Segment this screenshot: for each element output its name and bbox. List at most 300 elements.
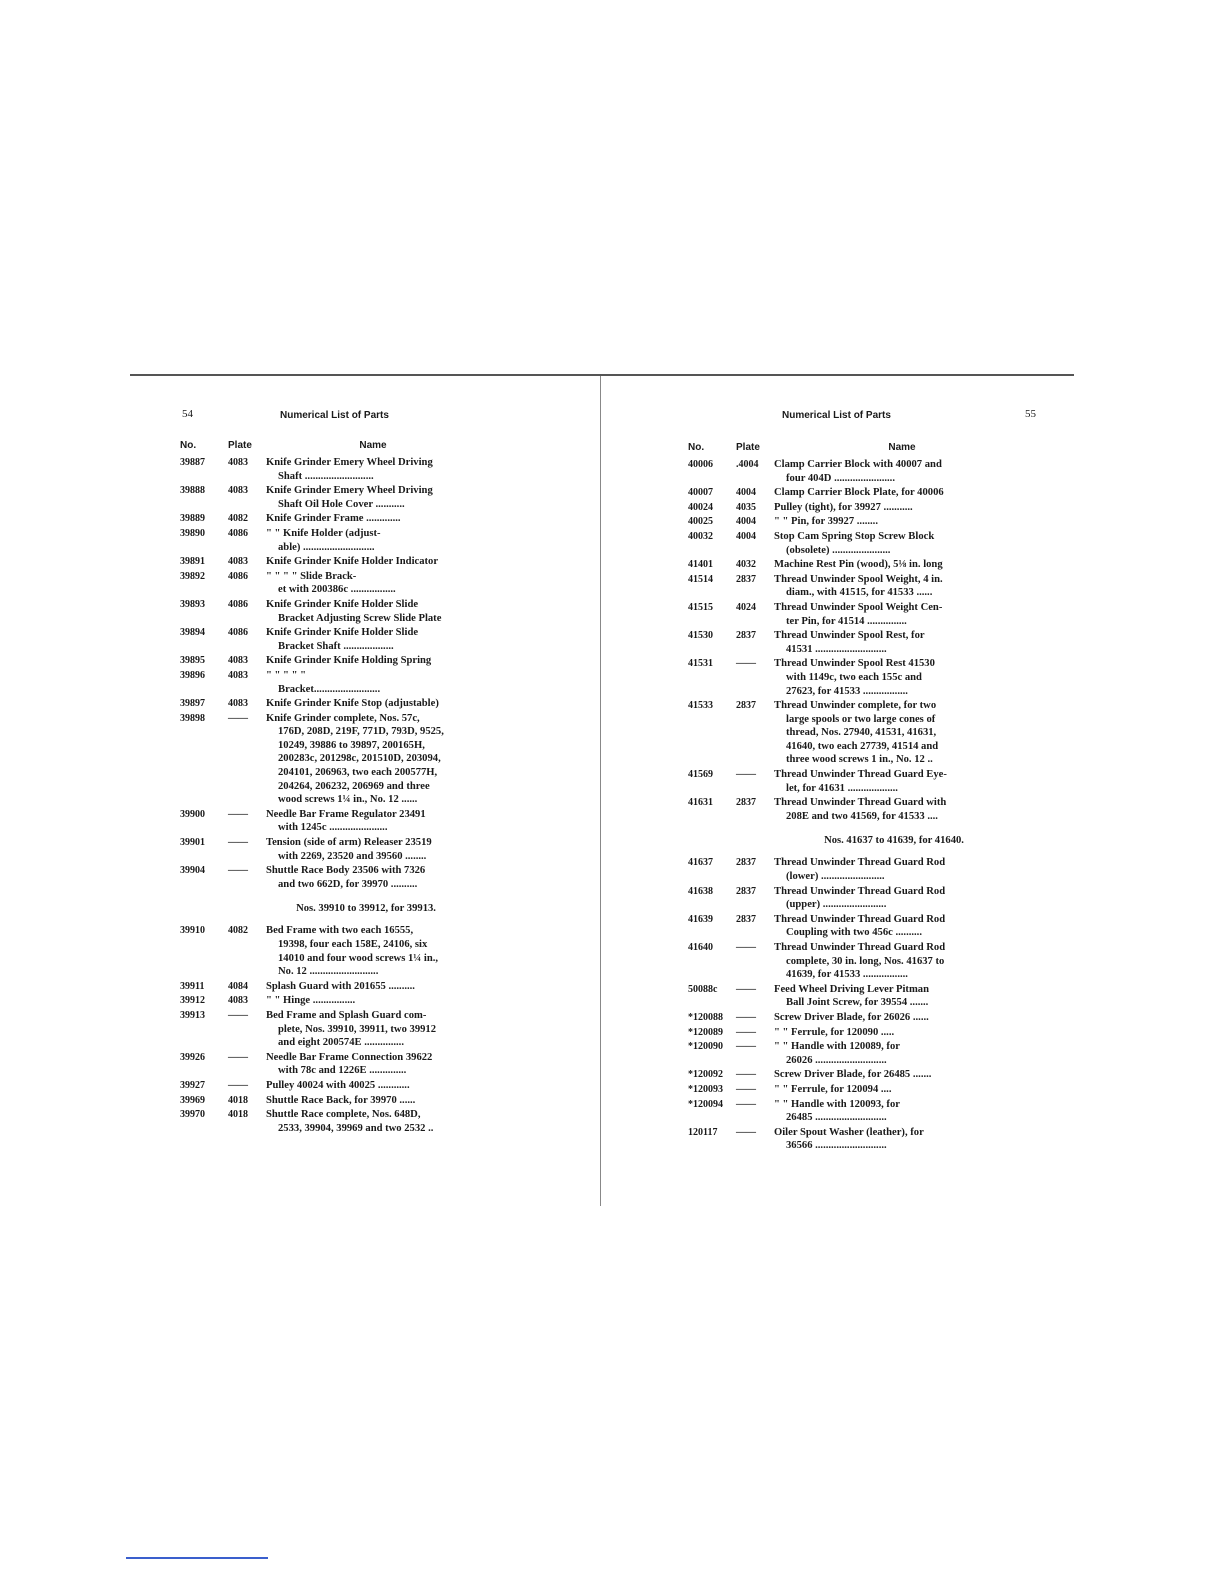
table-row	[688, 1011, 1030, 1025]
part-number: 39904	[180, 865, 205, 877]
part-name-line: thread, Nos. 27940, 41531, 41631,	[786, 727, 937, 739]
part-name	[266, 456, 482, 483]
part-name-line: 10249, 39886 to 39897, 200165H,	[278, 739, 425, 751]
part-name-line: large spools or two large cones of	[786, 713, 936, 725]
part-name-line: Knife Grinder Frame .............	[266, 513, 401, 525]
part-name	[266, 527, 482, 554]
table-row	[180, 456, 482, 483]
part-name-line: " " Handle with 120093, for	[774, 1098, 900, 1110]
part-number: 39895	[180, 655, 205, 667]
part-name-line: Needle Bar Frame Regulator 23491	[266, 808, 426, 820]
table-row	[688, 885, 1030, 912]
part-name	[266, 598, 482, 625]
part-name	[266, 924, 482, 978]
table-row	[688, 1026, 1030, 1040]
part-name-line: and eight 200574E ...............	[278, 1037, 404, 1049]
part-name	[266, 654, 482, 668]
plate-number: ——	[228, 808, 248, 820]
plate-number: 4086	[228, 570, 248, 582]
part-number: 41637	[688, 857, 713, 869]
plate-number: ——	[736, 1098, 756, 1110]
part-name	[266, 980, 482, 994]
part-name	[266, 697, 482, 711]
part-name	[266, 1051, 482, 1078]
plate-number: ——	[228, 1079, 248, 1091]
part-name-line: " " Ferrule, for 120094 ....	[774, 1083, 892, 1095]
part-name-line: Thread Unwinder Thread Guard Rod	[774, 913, 946, 925]
part-name-line: 41640, two each 27739, 41514 and	[786, 740, 939, 752]
part-name	[266, 712, 482, 807]
table-row	[180, 598, 482, 625]
part-name-line: Knife Grinder Knife Holder Slide	[266, 598, 419, 610]
part-name-line: 2533, 39904, 39969 and two 2532 ..	[278, 1122, 434, 1134]
plate-number: ——	[228, 837, 248, 849]
plate-number: 4086	[228, 598, 248, 610]
plate-number: ——	[736, 1069, 756, 1081]
left-page-number: 54	[182, 408, 193, 420]
part-name	[266, 484, 482, 511]
left-page-header	[180, 408, 482, 426]
part-name	[774, 458, 1030, 485]
part-name	[266, 570, 482, 597]
plate-number: ——	[736, 1041, 756, 1053]
part-name-line: with 78c and 1226E ..............	[278, 1065, 407, 1077]
plate-number: 4004	[736, 516, 756, 528]
plate-number: 4083	[228, 655, 248, 667]
plate-number: ——	[736, 1126, 756, 1138]
plate-number: 2837	[736, 885, 756, 897]
col-name: Name	[888, 442, 916, 453]
part-name-line: Pulley 40024 with 40025 ............	[266, 1079, 410, 1091]
right-parts-list	[688, 458, 1030, 823]
part-name-line: " " Handle with 120089, for	[774, 1041, 900, 1053]
part-name-line: complete, 30 in. long, Nos. 41637 to	[786, 955, 945, 967]
table-row	[688, 768, 1030, 795]
part-name-line: Knife Grinder Emery Wheel Driving	[266, 457, 433, 468]
table-row	[180, 1094, 482, 1108]
part-name-line: " " Hinge ................	[266, 995, 356, 1007]
part-number: 39887	[180, 457, 205, 468]
table-row	[180, 924, 482, 978]
table-row	[688, 458, 1030, 485]
page-gutter	[600, 376, 601, 1206]
part-name-line: Screw Driver Blade, for 26026 ......	[774, 1011, 929, 1023]
plate-number: 4083	[228, 485, 248, 497]
part-name	[774, 856, 1030, 883]
part-number: 41401	[688, 559, 713, 571]
plate-number: 4086	[228, 627, 248, 639]
plate-number: 4035	[736, 501, 756, 513]
part-name-line: Ball Joint Screw, for 39554 .......	[786, 997, 929, 1009]
part-number: 40007	[688, 487, 713, 499]
table-row	[688, 699, 1030, 767]
plate-number: ——	[736, 1026, 756, 1038]
part-name	[266, 626, 482, 653]
left-page	[180, 408, 482, 1136]
plate-number: 4018	[228, 1094, 248, 1106]
part-name	[774, 1068, 1030, 1082]
part-name	[774, 1026, 1030, 1040]
part-number: 39898	[180, 712, 205, 724]
table-row	[180, 484, 482, 511]
part-name-line: Shuttle Race Body 23506 with 7326	[266, 865, 426, 877]
part-name-line: and two 662D, for 39970 ..........	[278, 878, 418, 890]
right-section-note: Nos. 41637 to 41639, for 41640.	[824, 835, 964, 847]
part-name-line: Thread Unwinder Thread Guard Rod	[774, 885, 946, 897]
col-plate: Plate	[736, 442, 760, 453]
plate-number: 4032	[736, 559, 756, 571]
part-name-line: Shaft ..........................	[278, 470, 374, 482]
part-name-line: Thread Unwinder Thread Guard Eye-	[774, 769, 947, 781]
table-row	[180, 555, 482, 569]
part-name-line: with 1149c, two each 155c and	[786, 671, 922, 683]
part-name-line: 176D, 208D, 219F, 771D, 793D, 9525,	[278, 726, 444, 738]
part-name-line: Thread Unwinder Spool Weight Cen-	[774, 601, 943, 613]
part-name	[774, 885, 1030, 912]
part-number: 39926	[180, 1051, 205, 1063]
table-row	[180, 570, 482, 597]
table-row	[180, 697, 482, 711]
part-name	[774, 1040, 1030, 1067]
part-number: *120094	[688, 1098, 723, 1110]
part-name-line: 26485 ...........................	[786, 1112, 887, 1124]
part-name-line: Oiler Spout Washer (leather), for	[774, 1126, 924, 1138]
part-number: 39912	[180, 995, 205, 1007]
part-name-line: three wood screws 1 in., No. 12 ..	[786, 754, 933, 766]
part-name-line: No. 12 ..........................	[278, 966, 379, 978]
plate-number: ——	[736, 983, 756, 995]
part-name	[266, 864, 482, 891]
table-row	[180, 527, 482, 554]
plate-number: 4004	[736, 530, 756, 542]
part-name	[774, 1011, 1030, 1025]
plate-number: ——	[228, 865, 248, 877]
part-name-line: " " " " "	[266, 669, 307, 681]
part-number: 41631	[688, 797, 713, 809]
part-number: *120092	[688, 1069, 723, 1081]
part-number: 40025	[688, 516, 713, 528]
part-name-line: Coupling with two 456c ..........	[786, 927, 922, 939]
plate-number: ——	[228, 712, 248, 724]
part-name-line: Knife Grinder Knife Holder Slide	[266, 627, 419, 639]
table-row	[688, 629, 1030, 656]
part-name-line: Stop Cam Spring Stop Screw Block	[774, 530, 935, 542]
part-name-line: Feed Wheel Driving Lever Pitman	[774, 983, 929, 995]
table-row	[688, 486, 1030, 500]
part-name	[774, 699, 1030, 767]
part-name	[266, 1094, 482, 1108]
part-name	[774, 1098, 1030, 1125]
part-name-line: Shuttle Race complete, Nos. 648D,	[266, 1109, 421, 1121]
left-parts-list-2	[180, 924, 482, 1135]
plate-number: 2837	[736, 630, 756, 642]
part-name-line: 41531 ...........................	[786, 643, 887, 655]
part-name-line: Bracket Adjusting Screw Slide Plate	[278, 612, 442, 624]
part-name-line: 27623, for 41533 .................	[786, 685, 908, 697]
part-name	[266, 512, 482, 526]
part-number: 41530	[688, 630, 713, 642]
part-name-line: (lower) ........................	[786, 871, 885, 883]
part-name-line: Clamp Carrier Block Plate, for 40006	[774, 487, 944, 499]
left-page-title: Numerical List of Parts	[280, 410, 389, 421]
part-name-line: et with 200386c .................	[278, 584, 396, 596]
part-name-line: ter Pin, for 41514 ...............	[786, 615, 907, 627]
part-number: *120093	[688, 1083, 723, 1095]
part-name	[774, 913, 1030, 940]
plate-number: 4082	[228, 925, 248, 937]
part-name	[774, 768, 1030, 795]
part-number: *120089	[688, 1026, 723, 1038]
plate-number: 4004	[736, 487, 756, 499]
part-name-line: Needle Bar Frame Connection 39622	[266, 1051, 433, 1063]
table-row	[180, 1051, 482, 1078]
part-name-line: 204264, 206232, 206969 and three	[278, 780, 430, 792]
table-row	[180, 808, 482, 835]
part-number: 39892	[180, 570, 205, 582]
part-number: 39900	[180, 808, 205, 820]
left-parts-list	[180, 456, 482, 891]
table-row	[688, 558, 1030, 572]
part-name	[266, 669, 482, 696]
part-name-line: Knife Grinder Knife Stop (adjustable)	[266, 698, 439, 710]
part-name	[774, 1083, 1030, 1097]
table-row	[180, 669, 482, 696]
part-number: 39893	[180, 598, 205, 610]
part-name	[266, 1108, 482, 1135]
part-number: 39910	[180, 925, 205, 937]
part-name-line: Splash Guard with 201655 ..........	[266, 980, 415, 992]
table-row	[688, 1098, 1030, 1125]
part-name-line: 208E and two 41569, for 41533 ....	[786, 810, 938, 822]
part-number: 41531	[688, 658, 713, 670]
table-row	[180, 864, 482, 891]
plate-number: 2837	[736, 857, 756, 869]
part-name-line: diam., with 41515, for 41533 ......	[786, 587, 933, 599]
right-page	[688, 408, 1036, 1154]
part-name	[266, 1079, 482, 1093]
part-number: 39927	[180, 1079, 205, 1091]
part-name-line: with 1245c ......................	[278, 822, 388, 834]
part-name-line: " " " " Slide Brack-	[266, 570, 357, 582]
plate-number: 4083	[228, 457, 248, 468]
part-number: 39913	[180, 1009, 205, 1021]
part-name-line: Machine Rest Pin (wood), 5⅛ in. long	[774, 559, 943, 571]
part-name	[266, 1009, 482, 1050]
table-row	[688, 913, 1030, 940]
part-name	[774, 983, 1030, 1010]
part-number: *120088	[688, 1011, 723, 1023]
part-name-line: Knife Grinder Knife Holding Spring	[266, 655, 432, 667]
table-row	[180, 1009, 482, 1050]
part-name-line: Thread Unwinder Thread Guard with	[774, 797, 947, 809]
part-name	[774, 601, 1030, 628]
part-name-line: Tension (side of arm) Releaser 23519	[266, 837, 432, 849]
table-row	[688, 941, 1030, 982]
part-name-line: let, for 41631 ...................	[786, 782, 898, 794]
part-name	[266, 555, 482, 569]
plate-number: 4024	[736, 601, 756, 613]
part-name-line: Thread Unwinder Spool Weight, 4 in.	[774, 573, 943, 585]
part-name	[774, 941, 1030, 982]
part-number: 39970	[180, 1109, 205, 1121]
part-name	[774, 1126, 1030, 1153]
right-page-title: Numerical List of Parts	[782, 410, 891, 421]
table-row	[688, 796, 1030, 823]
plate-number: ——	[736, 658, 756, 670]
plate-number: ——	[736, 1083, 756, 1095]
part-number: 41533	[688, 700, 713, 712]
table-row	[180, 712, 482, 807]
plate-number: ——	[228, 1051, 248, 1063]
part-name-line: Shaft Oil Hole Cover ...........	[278, 498, 405, 510]
table-row	[688, 983, 1030, 1010]
plate-number: .4004	[736, 459, 759, 470]
part-number: 40032	[688, 530, 713, 542]
part-name-line: Thread Unwinder Spool Rest, for	[774, 630, 925, 642]
part-number: 39969	[180, 1094, 205, 1106]
right-parts-list-2	[688, 856, 1030, 1152]
plate-number: 2837	[736, 797, 756, 809]
plate-number: 2837	[736, 573, 756, 585]
bottom-link-underline	[126, 1557, 268, 1559]
part-name	[266, 994, 482, 1008]
part-name	[266, 808, 482, 835]
part-name	[774, 657, 1030, 698]
table-row	[688, 530, 1030, 557]
table-row	[688, 501, 1030, 515]
col-no: No.	[688, 442, 705, 453]
part-name-line: Bed Frame with two each 16555,	[266, 925, 414, 937]
table-row	[688, 1068, 1030, 1082]
part-name	[266, 836, 482, 863]
part-name	[774, 486, 1030, 500]
part-name-line: Knife Grinder complete, Nos. 57c,	[266, 712, 420, 724]
plate-number: 4083	[228, 698, 248, 710]
part-number: 41639	[688, 913, 713, 925]
table-row	[688, 1126, 1030, 1153]
table-row	[688, 1040, 1030, 1067]
part-name-line: Screw Driver Blade, for 26485 .......	[774, 1069, 932, 1081]
part-number: 50088c	[688, 983, 718, 995]
table-row	[180, 626, 482, 653]
part-number: 41638	[688, 885, 713, 897]
part-number: 39889	[180, 513, 205, 525]
part-name-line: Clamp Carrier Block with 40007 and	[774, 459, 942, 470]
plate-number: ——	[228, 1009, 248, 1021]
table-row	[688, 573, 1030, 600]
part-name	[774, 501, 1030, 515]
part-name-line: (obsolete) ......................	[786, 544, 891, 556]
part-name-line: Bed Frame and Splash Guard com-	[266, 1009, 427, 1021]
part-name	[774, 573, 1030, 600]
table-row	[688, 515, 1030, 529]
part-name-line: Pulley (tight), for 39927 ...........	[774, 501, 913, 513]
plate-number: 4086	[228, 527, 248, 539]
plate-number: 2837	[736, 700, 756, 712]
part-number: 120117	[688, 1126, 718, 1138]
left-column-headers	[180, 440, 482, 456]
part-number: 41514	[688, 573, 713, 585]
col-name: Name	[359, 440, 387, 451]
part-name-line: Bracket.........................	[278, 683, 381, 695]
part-name-line: able) ...........................	[278, 541, 375, 553]
part-name-line: Thread Unwinder Spool Rest 41530	[774, 658, 935, 670]
table-row	[180, 1108, 482, 1135]
plate-number: 4084	[228, 980, 248, 992]
part-name	[774, 796, 1030, 823]
part-name-line: 14010 and four wood screws 1¼ in.,	[278, 952, 439, 964]
top-rule	[130, 374, 1074, 376]
table-row	[688, 657, 1030, 698]
table-row	[180, 980, 482, 994]
right-page-header	[688, 408, 1036, 426]
right-page-number: 55	[1025, 408, 1036, 420]
plate-number: 4083	[228, 556, 248, 568]
part-name-line: with 2269, 23520 and 39560 ........	[278, 850, 427, 862]
plate-number: 4082	[228, 513, 248, 525]
part-number: 39891	[180, 556, 205, 568]
part-number: 39911	[180, 980, 205, 992]
part-name-line: Bracket Shaft ...................	[278, 640, 394, 652]
part-name-line: (upper) ........................	[786, 899, 887, 911]
table-row	[688, 1083, 1030, 1097]
part-name	[774, 629, 1030, 656]
part-name-line: 41639, for 41533 .................	[786, 969, 908, 981]
plate-number: 2837	[736, 913, 756, 925]
part-name-line: " " Knife Holder (adjust-	[266, 527, 381, 539]
part-number: 40024	[688, 501, 713, 513]
part-number: 39888	[180, 485, 205, 497]
right-column-headers	[688, 442, 1030, 458]
part-number: 39894	[180, 627, 205, 639]
part-name-line: four 404D .......................	[786, 472, 895, 484]
table-row	[688, 856, 1030, 883]
plate-number: 4018	[228, 1109, 248, 1121]
part-name-line: 19398, four each 158E, 24106, six	[278, 939, 428, 950]
part-name	[774, 515, 1030, 529]
plate-number: 4083	[228, 995, 248, 1007]
part-name-line: Thread Unwinder Thread Guard Rod	[774, 942, 946, 953]
part-name-line: Thread Unwinder complete, for two	[774, 700, 937, 712]
table-row	[180, 654, 482, 668]
part-number: 39896	[180, 669, 205, 681]
part-name-line: Thread Unwinder Thread Guard Rod	[774, 857, 946, 869]
plate-number: 4083	[228, 669, 248, 681]
part-name-line: " " Ferrule, for 120090 .....	[774, 1026, 895, 1038]
left-section-note: Nos. 39910 to 39912, for 39913.	[296, 903, 436, 915]
plate-number: ——	[736, 769, 756, 781]
part-name-line: " " Pin, for 39927 ........	[774, 516, 878, 528]
table-row	[180, 836, 482, 863]
part-number: *120090	[688, 1041, 723, 1053]
part-name-line: plete, Nos. 39910, 39911, two 39912	[278, 1023, 437, 1035]
table-row	[180, 1079, 482, 1093]
part-name-line: Knife Grinder Knife Holder Indicator	[266, 556, 439, 568]
table-row	[180, 512, 482, 526]
part-number: 41515	[688, 601, 713, 613]
part-number: 40006	[688, 459, 713, 470]
part-name-line: 204101, 206963, two each 200577H,	[278, 767, 438, 779]
part-number: 41569	[688, 769, 713, 781]
part-name	[774, 530, 1030, 557]
table-row	[180, 994, 482, 1008]
part-name-line: Knife Grinder Emery Wheel Driving	[266, 485, 433, 497]
table-row	[688, 601, 1030, 628]
part-name-line: 200283c, 201298c, 201510D, 203094,	[278, 753, 441, 765]
part-name-line: wood screws 1¼ in., No. 12 ......	[278, 794, 418, 806]
plate-number: ——	[736, 942, 756, 953]
part-name	[774, 558, 1030, 572]
